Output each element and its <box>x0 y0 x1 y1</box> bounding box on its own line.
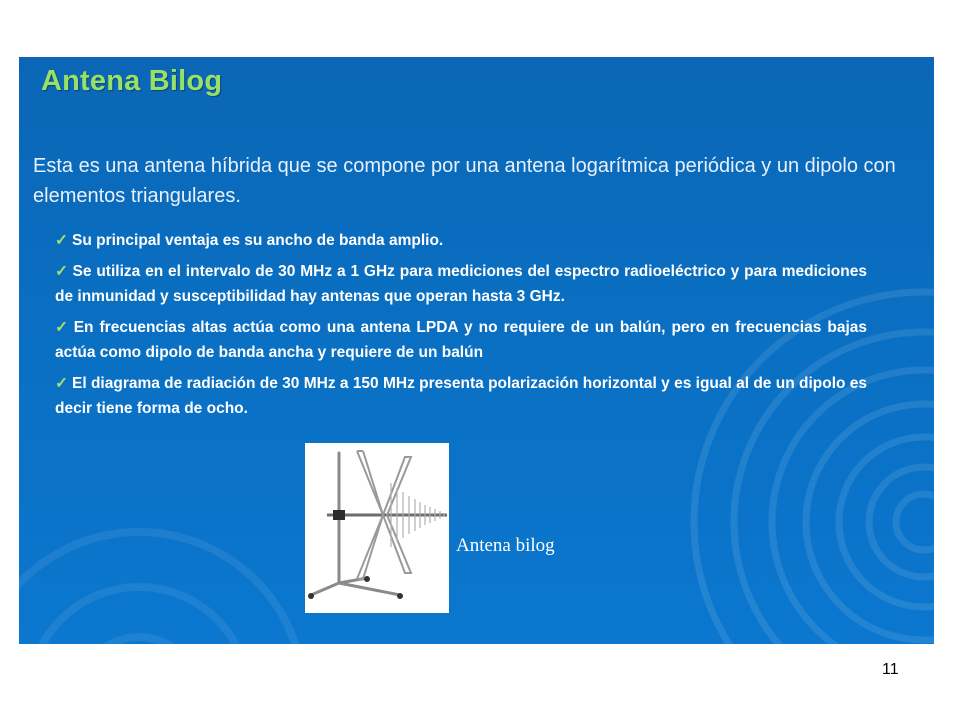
bullet-list <box>55 228 867 427</box>
checkmark-icon: ✓ <box>55 263 69 280</box>
slide <box>19 57 934 644</box>
checkmark-icon: ✓ <box>55 375 68 392</box>
image-caption: Antena bilog <box>456 535 555 556</box>
checkmark-icon: ✓ <box>55 319 70 336</box>
checkmark-icon: ✓ <box>55 232 68 249</box>
page-number: 11 <box>882 661 899 678</box>
intro-paragraph: Esta es una antena híbrida que se compone por una antena logarítmica periódica y un dipolo con elementos triangulares. <box>33 155 896 207</box>
bullet-text: Su principal ventaja es su ancho de banda amplio. <box>72 232 444 249</box>
bilog-antenna-illustration <box>305 443 449 613</box>
bullet-text: Se utiliza en el intervalo de 30 MHz a 1 GHz para mediciones del espectro radioeléctrico y para mediciones de inmunidad y susceptibilidad hay antenas que operan hasta 3 GHz. <box>55 263 867 305</box>
bullet-text: El diagrama de radiación de 30 MHz a 150 MHz presenta polarización horizontal y es igual al de un dipolo es decir tiene forma de ocho. <box>55 375 868 417</box>
slide-title: Antena Bilog <box>41 65 223 97</box>
bullet-item <box>55 371 867 421</box>
bullet-text: En frecuencias altas actúa como una antena LPDA y no requiere de un balún, pero en frecuencias bajas actúa como dipolo de banda ancha y requiere de un balún <box>55 319 867 361</box>
bullet-item <box>55 228 867 253</box>
antenna-photo <box>305 443 449 613</box>
bullet-item <box>55 259 867 309</box>
bullet-item <box>55 315 867 365</box>
